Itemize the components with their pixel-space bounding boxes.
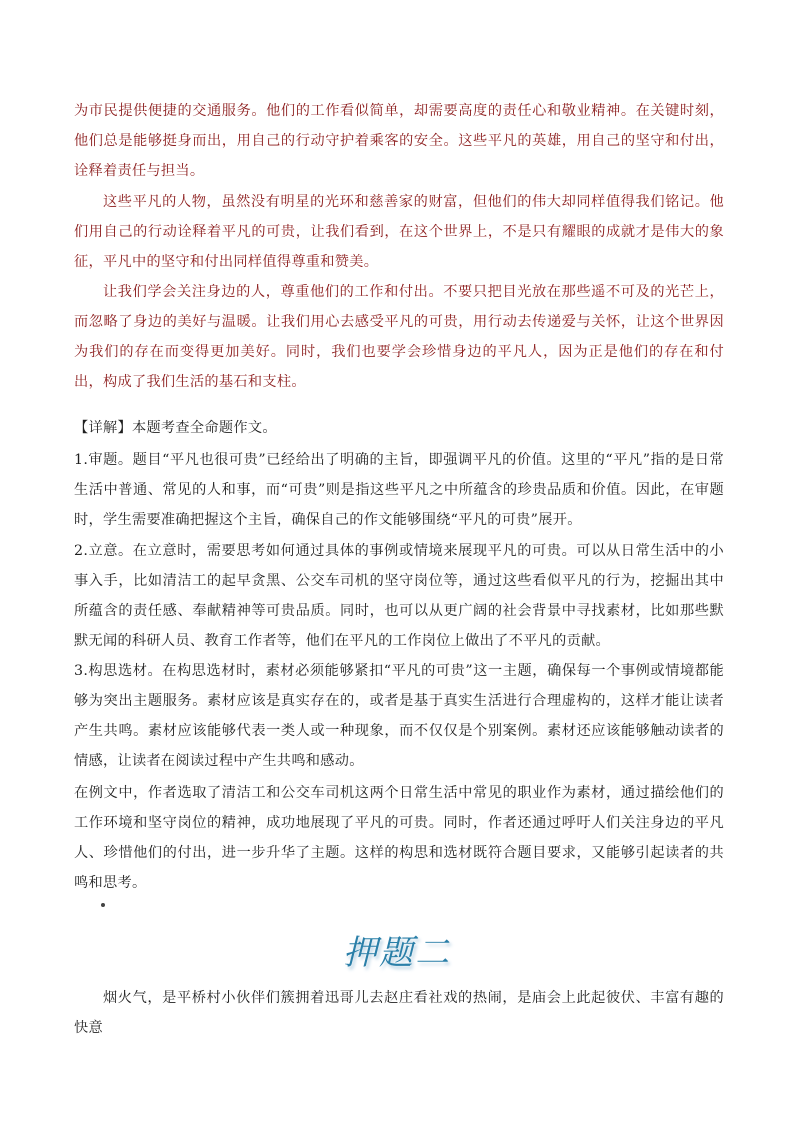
analysis-tag: 【详解】	[74, 420, 132, 436]
analysis-intro-text: 本题考查全命题作文。	[131, 420, 277, 436]
bullet-dot	[101, 903, 105, 907]
essay-paragraph-3: 让我们学会关注身边的人，尊重他们的工作和付出。不要只把目光放在那些遥不可及的光芒上，而忽略了身边的美好与温暖。让我们用心去感受平凡的可贵，用行动去传递爱与关怀，让这个世界因为我们的存在而变得更加美好。同时，我们也要学会珍惜身边的平凡人，因为正是他们的存在和付出，构成了我们生活的基石和支柱。	[74, 284, 724, 390]
analysis-item-number: 1.	[74, 452, 89, 468]
analysis-item-number: 3.	[74, 663, 89, 679]
section-heading: 押题二	[343, 933, 451, 973]
essay-paragraph-2: 这些平凡的人物，虽然没有明星的光环和慈善家的财富，但他们的伟大却同样值得我们铭记。他们用自己的行动诠释着平凡的可贵，让我们看到，在这个世界上，不是只有耀眼的成就才是伟大的象征，平凡中的坚守和付出同样值得尊重和赞美。	[74, 194, 724, 270]
analysis-item-text: 立意。在立意时，需要思考如何通过具体的事例或情境来展现平凡的可贵。可以从日常生活中的小事入手，比如清洁工的起早贪黑、公交车司机的坚守岗位等，通过这些看似平凡的行为，挖掘出其中所蕴含的责任感、奉献精神等可贵品质。同时，也可以从更广阔的社会背景中寻找素材，比如那些默默无闻的科研人员、教育工作者等，他们在平凡的工作岗位上做出了不平凡的贡献。	[74, 543, 724, 649]
next-paragraph: 烟火气，是平桥村小伙伴们簇拥着迅哥儿去赵庄看社戏的热闹，是庙会上此起彼伏、丰富有趣的快意	[74, 990, 724, 1036]
analysis-item-2	[74, 536, 724, 656]
analysis-item-number: 2.	[74, 543, 89, 559]
essay-paragraph-1: 为市民提供便捷的交通服务。他们的工作看似简单，却需要高度的责任心和敬业精神。在关键时刻，他们总是能够挺身而出，用自己的行动守护着乘客的安全。这些平凡的英雄，用自己的坚守和付出，诠释着责任与担当。	[74, 103, 724, 179]
analysis-item-1	[74, 445, 724, 535]
analysis-conclusion: 在例文中，作者选取了清洁工和公交车司机这两个日常生活中常见的职业作为素材，通过描绘他们的工作环境和坚守岗位的精神，成功地展现了平凡的可贵。同时，作者还通过呼吁人们关注身边的平凡人、珍惜他们的付出，进一步升华了主题。这样的构思和选材既符合题目要求，又能够引起读者的共鸣和思考。	[74, 785, 724, 891]
analysis-item-3	[74, 656, 724, 776]
analysis-item-text: 构思选材。在构思选材时，素材必须能够紧扣“平凡的可贵”这一主题，确保每一个事例或情境都能够为突出主题服务。素材应该是真实存在的，或者是基于真实生活进行合理虚构的，这样才能让读者产生共鸣。素材应该能够代表一类人或一种现象，而不仅仅是个别案例。素材还应该能够触动读者的情感，让读者在阅读过程中产生共鸣和感动。	[74, 663, 724, 769]
analysis-item-text: 审题。题目“平凡也很可贵”已经给出了明确的主旨，即强调平凡的价值。这里的“平凡”指的是日常生活中普通、常见的人和事，而“可贵”则是指这些平凡之中所蕴含的珍贵品质和价值。因此，在审题时，学生需要准确把握这个主旨，确保自己的作文能够围绕“平凡的可贵”展开。	[74, 452, 724, 528]
analysis-intro	[74, 413, 724, 443]
